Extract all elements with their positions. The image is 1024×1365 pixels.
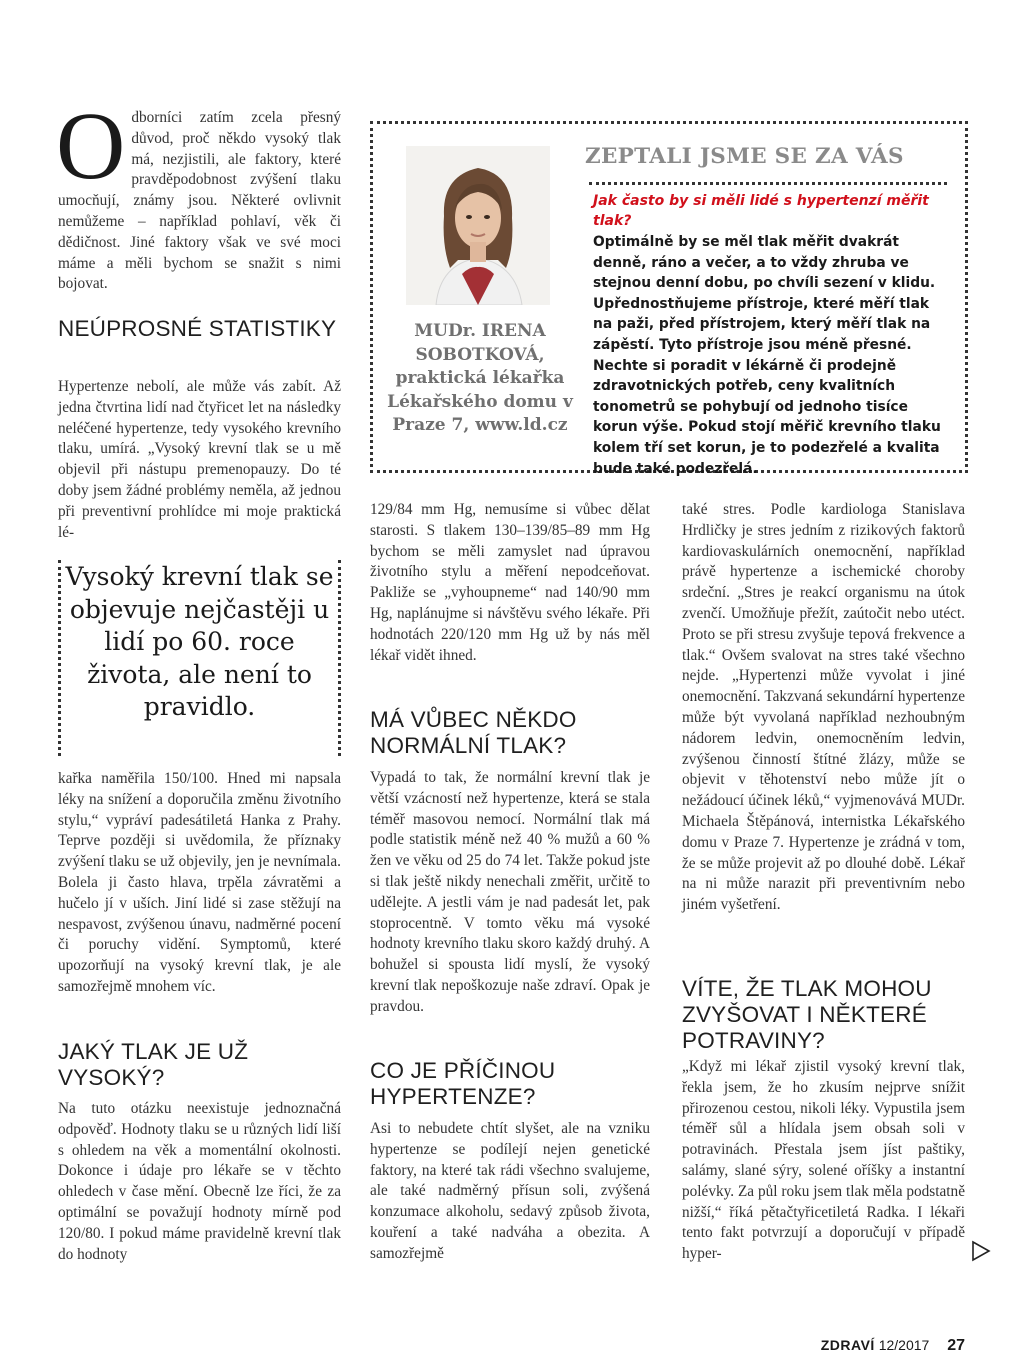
- heading-normal-pressure: MÁ VŮBEC NĚKDO NORMÁLNÍ TLAK?: [370, 707, 577, 758]
- sidebar-answer: Optimálně by se měl tlak měřit dvakrát denně, ráno a večer, a to vždy zhruba ve stejnou denní dobu, po chvíli sezení v klidu. Upřednostňujeme přístroje, které měří tlak na paži, před přístrojem, který měří tlak na zápěstí. Tyto přístroje jsou méně přesné. Nechte si poradit v lékárně či prodejně zdravotnických potřeb, ceny kvalitních tonometrů se pohybují od jednoho tisíce korun výše. Pokud stojí měřič krevního tlaku kolem tří set korun, je to podezřelé a kvalita bude také podezřelá.: [593, 234, 941, 477]
- magazine-name: ZDRAVÍ: [820, 1337, 875, 1353]
- paragraph-food: „Když mi lékař zjistil vysoký krevní tlak, řekla jsem, že ho zkusím nejprve snížit přirozenou cestou, nikoli léky. Vypustila jsem téměř sůl a hlídala jsem obsah soli v potravinách. Přestala jsem jíst paštiky, salámy, slané sýry, solené oříšky a instantní polévky. Za půl roku jsem tlak měla podstatně nižší,“ říká pětačtyřicetiletá Radka. I lékaři tento fakt potvrzují a doporučují v případě hyper-: [682, 1058, 965, 1263]
- paragraph-cause: Asi to nebudete chtít slyšet, ale na vzniku hypertenze se podílejí nejen genetické faktory, na které tak rádi všechno svalujeme, ale také nadměrný přísun soli, zvýšená konzumace alkoholu, sedavý způsob života, kouření a také nadváha a obezita. A samozřejmě: [370, 1120, 650, 1262]
- sidebar-divider: [589, 182, 947, 185]
- paragraph-high-pressure-continued: 129/84 mm Hg, nemusíme si vůbec dělat starosti. S tlakem 130–139/85–89 mm Hg bychom se měli zamyslet nad úpravou životního stylu a měření nepodceňovat. Pakliže se „vyhoupneme“ nad 140/90 mm Hg, naplánujme si návštěvu svého lékaře. Při hodnotách 220/120 mm Hg už by nás měl lékař vidět ihned.: [370, 501, 650, 664]
- sidebar-title: ZEPTALI JSME SE ZA VÁS: [585, 144, 904, 169]
- paragraph-cause-continued: také stres. Podle kardiologa Stanislava Hrdličky je stres jedním z rizikových faktorů kardiovaskulárních onemocnění, například právě hypertenze a ischemické choroby srdeční. „Stres je reakcí organismu na útok zvenčí. Umožňuje přežít, zaútočit nebo utéct. Proto se při stresu zvyšuje tepová frekvence a tlak.“ Ovšem svalovat na stres také všechno nejde. „Hypertenzi může vyvolat i jiné onemocnění. Takzvaná sekundární hypertenze může být vyvolaná například nezhoubným nádorem ledvin, onemocněním ledvin, zvýšenou činností štítné žlázy, může se objevit v těhotenství nebo může jít o nežádoucí účinek léků,“ vyjmenovává MUDr. Michaela Štěpánová, internistka Lékařského domu v Praze 7. Hypertenze je zrádná v tom, že se může projevit až po dlouhé době. Lékař na ni může narazit při preventivním nebo jiném vyšetření.: [682, 501, 965, 914]
- heading-cause: CO JE PŘÍČINOU HYPERTENZE?: [370, 1058, 556, 1109]
- pull-quote: [58, 560, 341, 756]
- pull-quote-text: Vysoký krevní tlak se objevuje nejčastěji u lidí po 60. roce života, ale není to pravidlo.: [65, 562, 334, 721]
- issue-number: 12/2017: [878, 1337, 930, 1353]
- paragraph-normal-pressure: Vypadá to tak, že normální krevní tlak je větší vzácností než hypertenze, která se stala téměř masovou nemocí. Normální tlak má podle statistik méně než 40 % mužů a 60 % žen ve věku od 25 do 74 let. Takže pokud jste si tlak ještě nikdy nenechali změřit, určitě to udělejte. A jestli vám je nad padesát let, pak stoprocentně. V tomto věku má vysoké hodnoty krevního tlaku skoro každý druhý. A bohužel si spousta lidí myslí, že vysoký krevní tlak nepoškozuje naše zdraví. Opak je pravdou.: [370, 769, 650, 1015]
- doctor-caption: MUDr. IRENA SOBOTKOVÁ, praktická lékařka Lékařského domu v Praze 7, www.ld.cz: [387, 321, 573, 435]
- paragraph-statistics: Hypertenze nebolí, ale může vás zabít. Až jedna čtvrtina lidí nad čtyřicet let na následky neléčené hypertenze, tedy vysokého krevního tlaku, umírá. „Vysoký krevní tlak se u mě objevil při nástupu premenopauzy. Do té doby jsem žádné problémy neměla, až jednou při preventivní prohlídce mi moje praktická lé-: [58, 378, 341, 541]
- drop-cap: O: [56, 92, 126, 199]
- paragraph-high-pressure: Na tuto otázku neexistuje jednoznačná odpověď. Hodnoty tlaku se u různých lidí liší s ohledem na věk a momentální okolnosti. Dokonce i údaje pro lékaře se v těchto ohledech v čase mění. Obecně lze říci, že za optimální se považují hodnoty mírně pod 120/80. I pokud máme pravidelně krevní tlak do hodnoty: [58, 1100, 341, 1263]
- sidebar-question: Jak často by si měli lidé s hypertenzí měřit tlak?: [593, 193, 929, 229]
- heading-high-pressure: JAKÝ TLAK JE UŽ VYSOKÝ?: [58, 1039, 249, 1090]
- intro-paragraph: [56, 92, 341, 295]
- heading-statistics: NEÚPROSNÉ STATISTIKY: [58, 316, 337, 341]
- page-footer: [790, 1337, 965, 1355]
- paragraph-statistics-continued: kařka naměřila 150/100. Hned mi napsala léky na snížení a doporučila změnu životního stylu,“ vypráví padesátiletá Hanka z Prahy. Teprve později si uvědomila, že příznaky zvýšení tlaku se už objevily, jen je nevnímala. Bolela ji často hlava, trpěla závratěmi a hučelo jí v uších. Jiní lidé si zase stěžují na nespavost, zvýšenou únavu, nadměrné pocení či poruchy vidění. Symptomů, které upozorňují na vysoký krevní tlak, je ale samozřejmě mnohem víc.: [58, 770, 341, 995]
- portrait-illustration: [406, 146, 550, 305]
- doctor-portrait: [406, 146, 550, 305]
- page-number: 27: [947, 1337, 965, 1354]
- intro-text: dborníci zatím zcela přesný důvod, proč někdo vysoký tlak má, nezjistili, ale faktory, které pravděpodobnost zvýšení tlaku umocňují, známy jsou. Některé ovlivnit nemůžeme – například pohlaví, věk či dědičnost. Jiné faktory však ve své moci máme a měli bychom se snažit s nimi bojovat.: [58, 109, 341, 293]
- interview-sidebar: [370, 121, 968, 477]
- continue-arrow-icon: [970, 1240, 992, 1262]
- heading-food: VÍTE, ŽE TLAK MOHOU ZVYŠOVAT I NĚKTERÉ POTRAVINY?: [682, 976, 932, 1053]
